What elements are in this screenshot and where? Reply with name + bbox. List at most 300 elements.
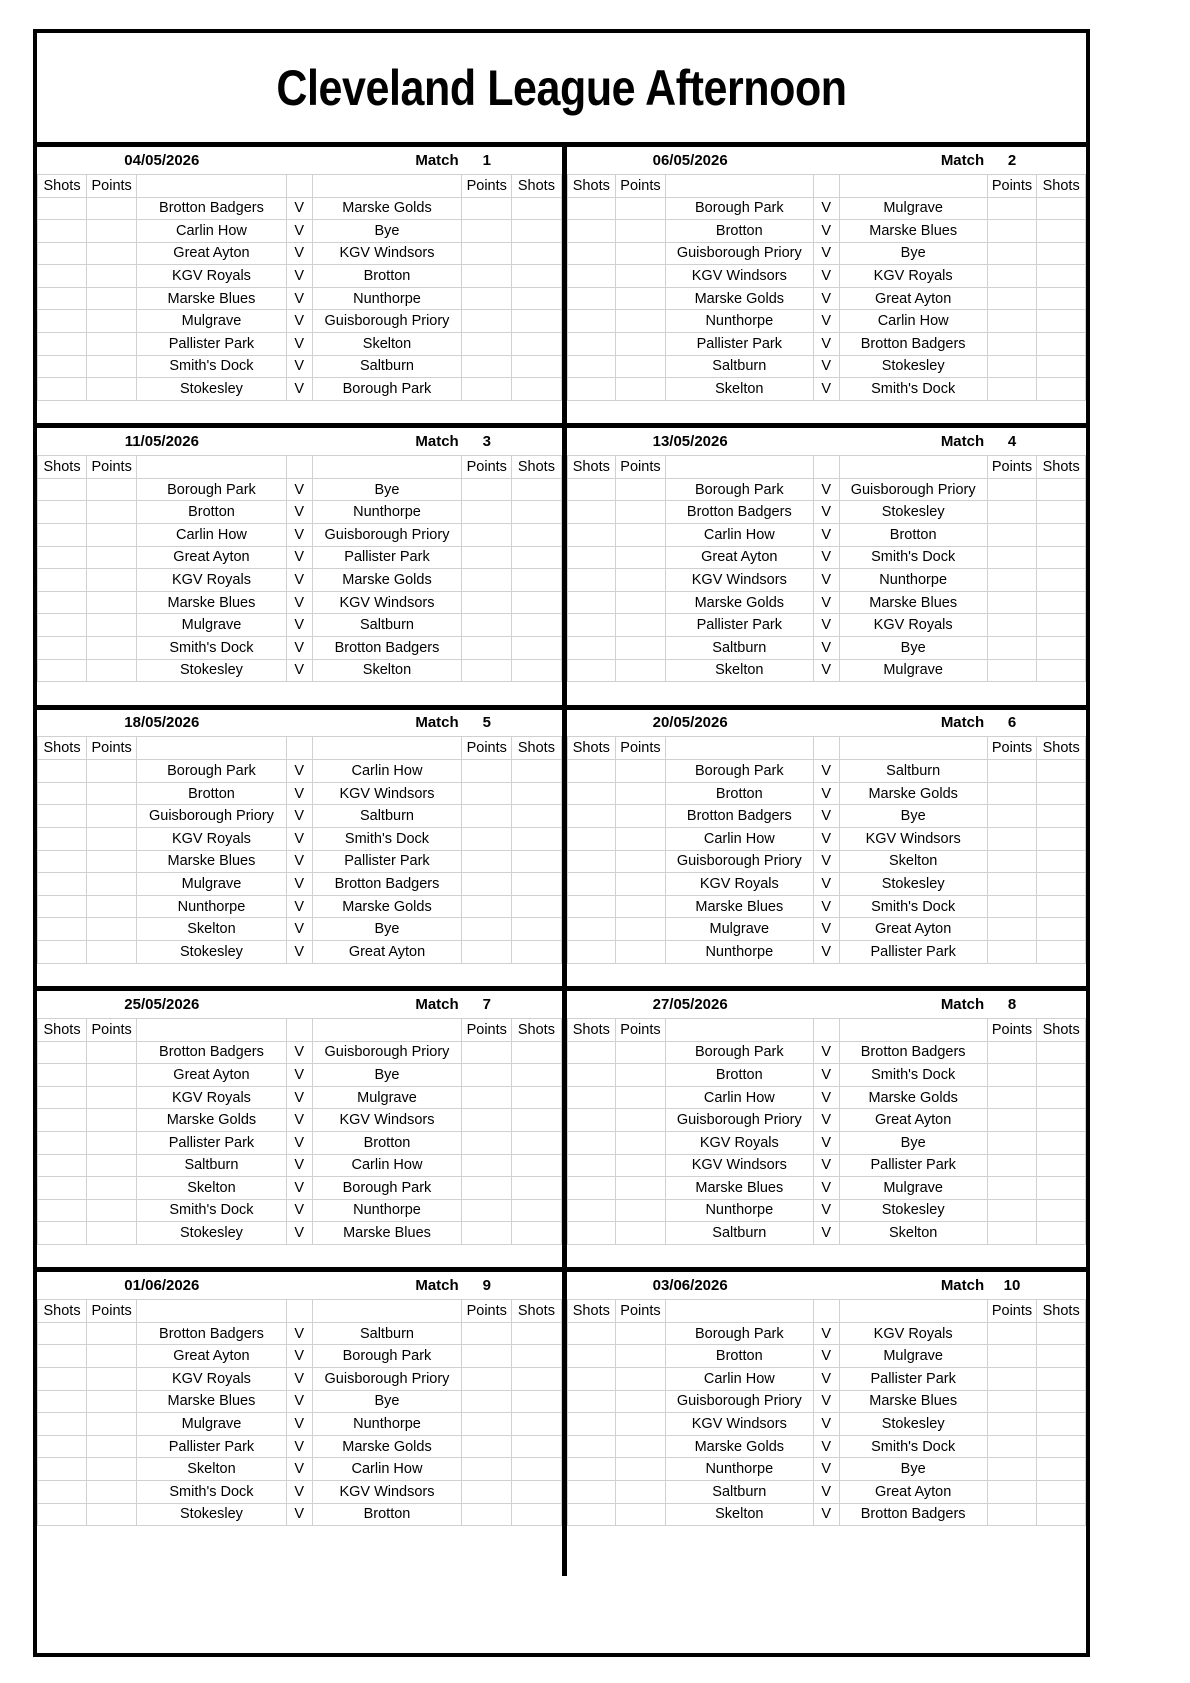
shots-home-input[interactable] xyxy=(567,760,616,783)
shots-home-input[interactable] xyxy=(567,1086,616,1109)
shots-away-input[interactable] xyxy=(1037,1131,1086,1154)
points-away-input[interactable] xyxy=(987,569,1037,592)
shots-home-input[interactable] xyxy=(38,1413,87,1436)
shots-home-input[interactable] xyxy=(567,287,616,310)
points-away-input[interactable] xyxy=(987,1458,1037,1481)
shots-home-input[interactable] xyxy=(567,355,616,378)
points-away-input[interactable] xyxy=(987,1481,1037,1504)
points-home-input[interactable] xyxy=(616,1435,666,1458)
shots-away-input[interactable] xyxy=(1037,1199,1086,1222)
points-home-input[interactable] xyxy=(87,1322,137,1345)
shots-home-input[interactable] xyxy=(567,524,616,547)
shots-away-input[interactable] xyxy=(1037,940,1086,963)
shots-home-input[interactable] xyxy=(567,614,616,637)
shots-home-input[interactable] xyxy=(38,478,87,501)
shots-away-input[interactable] xyxy=(512,478,561,501)
points-away-input[interactable] xyxy=(462,1041,512,1064)
points-home-input[interactable] xyxy=(616,242,666,265)
shots-home-input[interactable] xyxy=(38,1131,87,1154)
points-away-input[interactable] xyxy=(987,591,1037,614)
shots-home-input[interactable] xyxy=(38,614,87,637)
points-home-input[interactable] xyxy=(616,1086,666,1109)
points-home-input[interactable] xyxy=(616,760,666,783)
shots-home-input[interactable] xyxy=(38,287,87,310)
shots-away-input[interactable] xyxy=(512,1064,561,1087)
points-home-input[interactable] xyxy=(616,1481,666,1504)
points-home-input[interactable] xyxy=(616,1064,666,1087)
points-home-input[interactable] xyxy=(616,895,666,918)
points-away-input[interactable] xyxy=(462,1322,512,1345)
shots-home-input[interactable] xyxy=(38,1064,87,1087)
shots-away-input[interactable] xyxy=(512,1503,561,1526)
shots-away-input[interactable] xyxy=(512,265,561,288)
points-away-input[interactable] xyxy=(462,805,512,828)
shots-home-input[interactable] xyxy=(38,546,87,569)
points-away-input[interactable] xyxy=(462,1086,512,1109)
shots-away-input[interactable] xyxy=(512,918,561,941)
shots-away-input[interactable] xyxy=(1037,569,1086,592)
shots-away-input[interactable] xyxy=(1037,1503,1086,1526)
points-home-input[interactable] xyxy=(87,1503,137,1526)
points-away-input[interactable] xyxy=(987,940,1037,963)
shots-away-input[interactable] xyxy=(512,569,561,592)
shots-home-input[interactable] xyxy=(567,805,616,828)
points-away-input[interactable] xyxy=(462,1345,512,1368)
shots-away-input[interactable] xyxy=(1037,760,1086,783)
shots-home-input[interactable] xyxy=(567,478,616,501)
shots-away-input[interactable] xyxy=(512,1222,561,1245)
shots-home-input[interactable] xyxy=(567,546,616,569)
shots-home-input[interactable] xyxy=(38,637,87,660)
shots-home-input[interactable] xyxy=(567,242,616,265)
shots-away-input[interactable] xyxy=(1037,591,1086,614)
points-home-input[interactable] xyxy=(87,895,137,918)
points-away-input[interactable] xyxy=(987,1390,1037,1413)
points-home-input[interactable] xyxy=(87,1458,137,1481)
points-away-input[interactable] xyxy=(987,1413,1037,1436)
points-home-input[interactable] xyxy=(616,1390,666,1413)
shots-home-input[interactable] xyxy=(38,591,87,614)
shots-away-input[interactable] xyxy=(512,782,561,805)
shots-away-input[interactable] xyxy=(512,895,561,918)
points-home-input[interactable] xyxy=(616,1199,666,1222)
shots-away-input[interactable] xyxy=(1037,1322,1086,1345)
shots-away-input[interactable] xyxy=(512,1413,561,1436)
shots-away-input[interactable] xyxy=(512,310,561,333)
points-away-input[interactable] xyxy=(987,546,1037,569)
points-home-input[interactable] xyxy=(87,1413,137,1436)
points-home-input[interactable] xyxy=(87,1086,137,1109)
points-away-input[interactable] xyxy=(987,355,1037,378)
points-away-input[interactable] xyxy=(462,378,512,401)
points-away-input[interactable] xyxy=(462,1368,512,1391)
shots-away-input[interactable] xyxy=(1037,895,1086,918)
shots-home-input[interactable] xyxy=(38,827,87,850)
shots-away-input[interactable] xyxy=(512,1481,561,1504)
points-home-input[interactable] xyxy=(616,1177,666,1200)
points-away-input[interactable] xyxy=(987,1041,1037,1064)
points-home-input[interactable] xyxy=(87,378,137,401)
shots-away-input[interactable] xyxy=(1037,1413,1086,1436)
shots-home-input[interactable] xyxy=(38,873,87,896)
shots-away-input[interactable] xyxy=(512,287,561,310)
points-away-input[interactable] xyxy=(462,591,512,614)
points-home-input[interactable] xyxy=(87,1390,137,1413)
points-away-input[interactable] xyxy=(987,1177,1037,1200)
points-away-input[interactable] xyxy=(987,1131,1037,1154)
shots-away-input[interactable] xyxy=(512,333,561,356)
points-away-input[interactable] xyxy=(462,333,512,356)
shots-home-input[interactable] xyxy=(567,1199,616,1222)
points-home-input[interactable] xyxy=(616,1131,666,1154)
points-home-input[interactable] xyxy=(87,1345,137,1368)
points-away-input[interactable] xyxy=(462,1154,512,1177)
shots-away-input[interactable] xyxy=(512,637,561,660)
shots-away-input[interactable] xyxy=(1037,637,1086,660)
points-home-input[interactable] xyxy=(87,760,137,783)
shots-home-input[interactable] xyxy=(567,1109,616,1132)
shots-away-input[interactable] xyxy=(1037,1481,1086,1504)
points-home-input[interactable] xyxy=(87,1131,137,1154)
shots-home-input[interactable] xyxy=(567,1390,616,1413)
points-home-input[interactable] xyxy=(87,637,137,660)
shots-away-input[interactable] xyxy=(1037,805,1086,828)
points-home-input[interactable] xyxy=(616,310,666,333)
shots-home-input[interactable] xyxy=(567,1345,616,1368)
shots-away-input[interactable] xyxy=(512,197,561,220)
shots-away-input[interactable] xyxy=(512,1131,561,1154)
shots-away-input[interactable] xyxy=(512,1458,561,1481)
points-home-input[interactable] xyxy=(87,873,137,896)
points-away-input[interactable] xyxy=(462,355,512,378)
shots-home-input[interactable] xyxy=(38,940,87,963)
shots-home-input[interactable] xyxy=(567,1435,616,1458)
shots-away-input[interactable] xyxy=(512,873,561,896)
points-home-input[interactable] xyxy=(616,637,666,660)
shots-home-input[interactable] xyxy=(38,220,87,243)
points-away-input[interactable] xyxy=(462,1177,512,1200)
points-home-input[interactable] xyxy=(87,1109,137,1132)
shots-home-input[interactable] xyxy=(567,1322,616,1345)
points-home-input[interactable] xyxy=(87,287,137,310)
points-home-input[interactable] xyxy=(616,1222,666,1245)
shots-away-input[interactable] xyxy=(1037,478,1086,501)
points-away-input[interactable] xyxy=(987,1109,1037,1132)
points-away-input[interactable] xyxy=(462,918,512,941)
points-away-input[interactable] xyxy=(987,805,1037,828)
shots-away-input[interactable] xyxy=(512,1322,561,1345)
shots-away-input[interactable] xyxy=(1037,614,1086,637)
shots-home-input[interactable] xyxy=(567,197,616,220)
points-away-input[interactable] xyxy=(462,1199,512,1222)
shots-home-input[interactable] xyxy=(38,1109,87,1132)
points-away-input[interactable] xyxy=(987,478,1037,501)
points-away-input[interactable] xyxy=(987,378,1037,401)
points-away-input[interactable] xyxy=(462,1064,512,1087)
points-away-input[interactable] xyxy=(987,287,1037,310)
points-home-input[interactable] xyxy=(87,850,137,873)
shots-home-input[interactable] xyxy=(38,524,87,547)
points-away-input[interactable] xyxy=(462,569,512,592)
points-home-input[interactable] xyxy=(616,1322,666,1345)
points-away-input[interactable] xyxy=(462,940,512,963)
shots-home-input[interactable] xyxy=(567,1064,616,1087)
points-away-input[interactable] xyxy=(987,873,1037,896)
points-away-input[interactable] xyxy=(987,524,1037,547)
points-home-input[interactable] xyxy=(87,197,137,220)
points-away-input[interactable] xyxy=(987,637,1037,660)
shots-home-input[interactable] xyxy=(38,355,87,378)
points-away-input[interactable] xyxy=(462,1435,512,1458)
points-away-input[interactable] xyxy=(462,220,512,243)
points-home-input[interactable] xyxy=(87,827,137,850)
shots-away-input[interactable] xyxy=(512,1109,561,1132)
points-away-input[interactable] xyxy=(987,1503,1037,1526)
points-home-input[interactable] xyxy=(87,310,137,333)
points-away-input[interactable] xyxy=(987,1222,1037,1245)
points-home-input[interactable] xyxy=(616,782,666,805)
shots-home-input[interactable] xyxy=(567,501,616,524)
points-away-input[interactable] xyxy=(462,1109,512,1132)
shots-home-input[interactable] xyxy=(38,378,87,401)
points-home-input[interactable] xyxy=(616,546,666,569)
points-home-input[interactable] xyxy=(616,478,666,501)
shots-away-input[interactable] xyxy=(512,1368,561,1391)
shots-away-input[interactable] xyxy=(1037,501,1086,524)
points-away-input[interactable] xyxy=(462,1503,512,1526)
shots-away-input[interactable] xyxy=(1037,1177,1086,1200)
shots-away-input[interactable] xyxy=(512,501,561,524)
shots-away-input[interactable] xyxy=(512,355,561,378)
shots-home-input[interactable] xyxy=(38,1390,87,1413)
points-away-input[interactable] xyxy=(462,1458,512,1481)
shots-away-input[interactable] xyxy=(512,760,561,783)
shots-home-input[interactable] xyxy=(38,1154,87,1177)
shots-away-input[interactable] xyxy=(1037,242,1086,265)
points-home-input[interactable] xyxy=(616,827,666,850)
points-away-input[interactable] xyxy=(987,1435,1037,1458)
points-away-input[interactable] xyxy=(462,524,512,547)
points-home-input[interactable] xyxy=(87,1177,137,1200)
points-away-input[interactable] xyxy=(462,1390,512,1413)
shots-home-input[interactable] xyxy=(567,1413,616,1436)
shots-home-input[interactable] xyxy=(38,1345,87,1368)
points-away-input[interactable] xyxy=(462,197,512,220)
shots-away-input[interactable] xyxy=(1037,1345,1086,1368)
points-away-input[interactable] xyxy=(987,220,1037,243)
points-home-input[interactable] xyxy=(87,1222,137,1245)
points-home-input[interactable] xyxy=(616,524,666,547)
points-away-input[interactable] xyxy=(987,850,1037,873)
points-home-input[interactable] xyxy=(87,591,137,614)
points-home-input[interactable] xyxy=(616,197,666,220)
shots-away-input[interactable] xyxy=(1037,546,1086,569)
points-home-input[interactable] xyxy=(616,1154,666,1177)
shots-home-input[interactable] xyxy=(567,1222,616,1245)
shots-home-input[interactable] xyxy=(567,1368,616,1391)
shots-home-input[interactable] xyxy=(567,1503,616,1526)
shots-home-input[interactable] xyxy=(38,333,87,356)
points-home-input[interactable] xyxy=(87,333,137,356)
points-away-input[interactable] xyxy=(987,1154,1037,1177)
points-away-input[interactable] xyxy=(462,242,512,265)
shots-home-input[interactable] xyxy=(38,1177,87,1200)
shots-home-input[interactable] xyxy=(38,242,87,265)
points-home-input[interactable] xyxy=(616,378,666,401)
points-home-input[interactable] xyxy=(616,287,666,310)
shots-home-input[interactable] xyxy=(38,918,87,941)
shots-home-input[interactable] xyxy=(567,333,616,356)
points-away-input[interactable] xyxy=(987,1368,1037,1391)
points-home-input[interactable] xyxy=(87,478,137,501)
shots-away-input[interactable] xyxy=(512,591,561,614)
shots-away-input[interactable] xyxy=(512,1345,561,1368)
shots-home-input[interactable] xyxy=(567,378,616,401)
shots-away-input[interactable] xyxy=(1037,1041,1086,1064)
shots-away-input[interactable] xyxy=(1037,197,1086,220)
shots-home-input[interactable] xyxy=(38,760,87,783)
shots-away-input[interactable] xyxy=(512,805,561,828)
points-home-input[interactable] xyxy=(616,355,666,378)
shots-home-input[interactable] xyxy=(567,1481,616,1504)
shots-home-input[interactable] xyxy=(567,1041,616,1064)
shots-away-input[interactable] xyxy=(1037,524,1086,547)
points-home-input[interactable] xyxy=(616,501,666,524)
shots-away-input[interactable] xyxy=(1037,850,1086,873)
shots-home-input[interactable] xyxy=(567,918,616,941)
shots-away-input[interactable] xyxy=(1037,220,1086,243)
shots-away-input[interactable] xyxy=(1037,1064,1086,1087)
shots-away-input[interactable] xyxy=(1037,659,1086,682)
shots-away-input[interactable] xyxy=(1037,333,1086,356)
points-away-input[interactable] xyxy=(987,827,1037,850)
points-away-input[interactable] xyxy=(987,614,1037,637)
points-home-input[interactable] xyxy=(616,333,666,356)
points-home-input[interactable] xyxy=(616,569,666,592)
points-home-input[interactable] xyxy=(87,242,137,265)
shots-away-input[interactable] xyxy=(1037,827,1086,850)
shots-away-input[interactable] xyxy=(1037,1222,1086,1245)
points-away-input[interactable] xyxy=(462,850,512,873)
shots-home-input[interactable] xyxy=(567,569,616,592)
shots-home-input[interactable] xyxy=(567,1154,616,1177)
points-away-input[interactable] xyxy=(462,265,512,288)
points-away-input[interactable] xyxy=(987,918,1037,941)
shots-home-input[interactable] xyxy=(567,940,616,963)
shots-away-input[interactable] xyxy=(1037,355,1086,378)
shots-home-input[interactable] xyxy=(567,782,616,805)
shots-away-input[interactable] xyxy=(1037,1390,1086,1413)
points-home-input[interactable] xyxy=(616,1503,666,1526)
shots-home-input[interactable] xyxy=(38,197,87,220)
points-away-input[interactable] xyxy=(987,1199,1037,1222)
shots-away-input[interactable] xyxy=(1037,1458,1086,1481)
points-home-input[interactable] xyxy=(87,546,137,569)
shots-home-input[interactable] xyxy=(38,1222,87,1245)
shots-home-input[interactable] xyxy=(567,591,616,614)
points-home-input[interactable] xyxy=(616,1458,666,1481)
shots-away-input[interactable] xyxy=(512,220,561,243)
points-home-input[interactable] xyxy=(87,524,137,547)
points-away-input[interactable] xyxy=(987,265,1037,288)
shots-home-input[interactable] xyxy=(567,659,616,682)
shots-home-input[interactable] xyxy=(567,310,616,333)
points-home-input[interactable] xyxy=(616,614,666,637)
points-home-input[interactable] xyxy=(87,1481,137,1504)
shots-home-input[interactable] xyxy=(38,1322,87,1345)
shots-away-input[interactable] xyxy=(512,1199,561,1222)
points-home-input[interactable] xyxy=(616,1109,666,1132)
shots-home-input[interactable] xyxy=(38,265,87,288)
shots-home-input[interactable] xyxy=(567,637,616,660)
shots-home-input[interactable] xyxy=(38,1041,87,1064)
shots-away-input[interactable] xyxy=(1037,310,1086,333)
shots-away-input[interactable] xyxy=(512,242,561,265)
points-home-input[interactable] xyxy=(616,1345,666,1368)
points-home-input[interactable] xyxy=(616,805,666,828)
points-home-input[interactable] xyxy=(87,569,137,592)
points-away-input[interactable] xyxy=(462,310,512,333)
shots-away-input[interactable] xyxy=(512,1086,561,1109)
shots-home-input[interactable] xyxy=(38,850,87,873)
points-away-input[interactable] xyxy=(987,501,1037,524)
shots-away-input[interactable] xyxy=(1037,1086,1086,1109)
shots-away-input[interactable] xyxy=(1037,287,1086,310)
points-away-input[interactable] xyxy=(462,782,512,805)
points-home-input[interactable] xyxy=(87,1199,137,1222)
points-home-input[interactable] xyxy=(87,614,137,637)
shots-home-input[interactable] xyxy=(38,895,87,918)
shots-away-input[interactable] xyxy=(512,940,561,963)
shots-away-input[interactable] xyxy=(512,827,561,850)
shots-home-input[interactable] xyxy=(567,265,616,288)
shots-away-input[interactable] xyxy=(1037,1368,1086,1391)
points-away-input[interactable] xyxy=(462,1481,512,1504)
shots-away-input[interactable] xyxy=(1037,918,1086,941)
shots-home-input[interactable] xyxy=(38,1368,87,1391)
shots-away-input[interactable] xyxy=(1037,782,1086,805)
points-away-input[interactable] xyxy=(462,287,512,310)
points-home-input[interactable] xyxy=(616,659,666,682)
points-home-input[interactable] xyxy=(616,591,666,614)
shots-away-input[interactable] xyxy=(512,1390,561,1413)
points-away-input[interactable] xyxy=(462,614,512,637)
shots-away-input[interactable] xyxy=(512,1177,561,1200)
shots-home-input[interactable] xyxy=(38,782,87,805)
shots-home-input[interactable] xyxy=(567,827,616,850)
points-away-input[interactable] xyxy=(462,873,512,896)
points-home-input[interactable] xyxy=(616,1368,666,1391)
shots-home-input[interactable] xyxy=(38,310,87,333)
points-away-input[interactable] xyxy=(462,1413,512,1436)
shots-away-input[interactable] xyxy=(512,1435,561,1458)
points-home-input[interactable] xyxy=(87,940,137,963)
points-home-input[interactable] xyxy=(616,1041,666,1064)
shots-away-input[interactable] xyxy=(512,659,561,682)
shots-home-input[interactable] xyxy=(38,1199,87,1222)
points-home-input[interactable] xyxy=(87,1435,137,1458)
shots-away-input[interactable] xyxy=(512,378,561,401)
points-away-input[interactable] xyxy=(987,1345,1037,1368)
points-away-input[interactable] xyxy=(462,637,512,660)
points-home-input[interactable] xyxy=(87,805,137,828)
points-away-input[interactable] xyxy=(987,1064,1037,1087)
shots-away-input[interactable] xyxy=(1037,1109,1086,1132)
points-home-input[interactable] xyxy=(616,850,666,873)
shots-away-input[interactable] xyxy=(1037,873,1086,896)
shots-away-input[interactable] xyxy=(1037,265,1086,288)
points-away-input[interactable] xyxy=(987,197,1037,220)
